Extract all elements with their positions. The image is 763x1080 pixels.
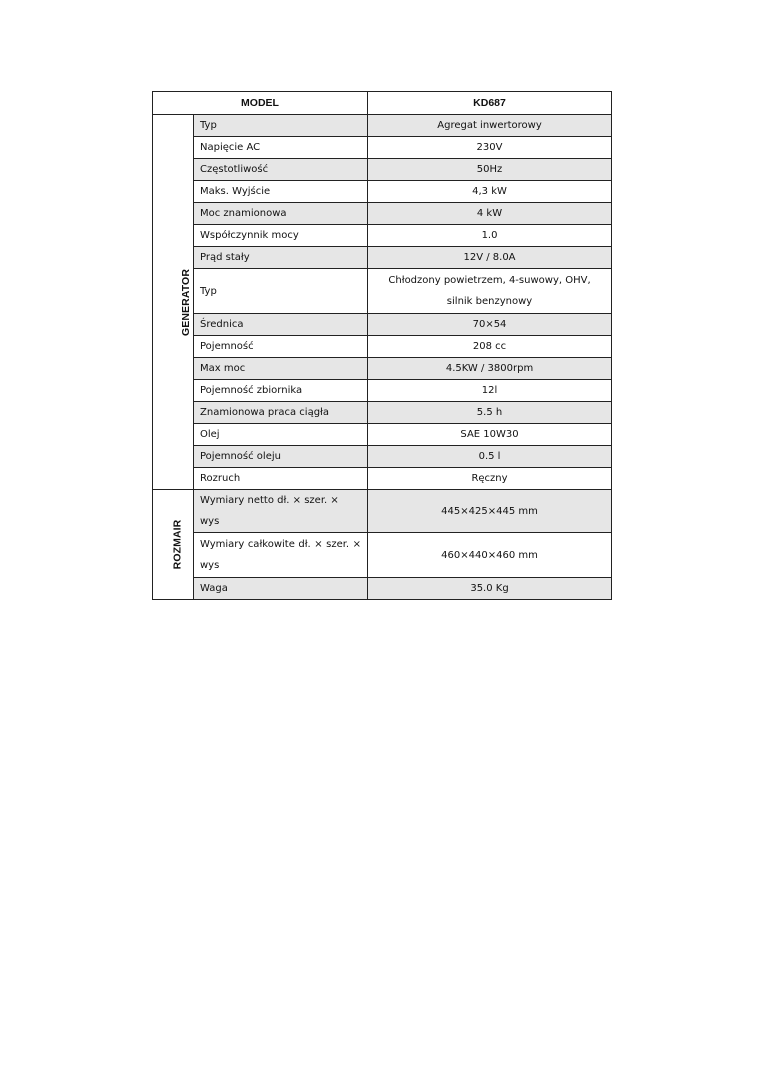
model-value: KD687 (368, 92, 612, 115)
table-row (153, 336, 612, 358)
header-row (153, 92, 612, 115)
table-row (153, 358, 612, 380)
table-row (153, 424, 612, 446)
row-label: Typ (194, 269, 368, 314)
row-value: Chłodzony powietrzem, 4-suwowy, OHV, silnik benzynowy (368, 269, 612, 314)
table-row (153, 578, 612, 600)
table-row (153, 490, 612, 533)
row-value: 445×425×445 mm (368, 490, 612, 533)
row-label: Maks. Wyjście (194, 181, 368, 203)
size-group-label: ROZMAIR (171, 519, 184, 570)
table-row (153, 203, 612, 225)
row-label: Waga (194, 578, 368, 600)
table-row (153, 402, 612, 424)
row-label: Pojemność oleju (194, 446, 368, 468)
row-value: 70×54 (368, 314, 612, 336)
table-row (153, 181, 612, 203)
row-label: Napięcie AC (194, 137, 368, 159)
model-label: MODEL (153, 92, 368, 115)
table-row (153, 533, 612, 578)
row-value: Agregat inwertorowy (368, 115, 612, 137)
generator-group-cell (153, 115, 194, 490)
row-value: 230V (368, 137, 612, 159)
table-row (153, 115, 612, 137)
row-value: 0.5 l (368, 446, 612, 468)
table-row (153, 314, 612, 336)
row-value: Ręczny (368, 468, 612, 490)
row-value: 1.0 (368, 225, 612, 247)
row-value: SAE 10W30 (368, 424, 612, 446)
row-label: Wymiary netto dł. × szer. × wys (194, 490, 368, 533)
row-label: Rozruch (194, 468, 368, 490)
row-value: 208 cc (368, 336, 612, 358)
row-label: Pojemność (194, 336, 368, 358)
row-label: Pojemność zbiornika (194, 380, 368, 402)
table-row (153, 446, 612, 468)
row-label: Częstotliwość (194, 159, 368, 181)
row-value: 50Hz (368, 159, 612, 181)
row-label: Współczynnik mocy (194, 225, 368, 247)
row-value: 5.5 h (368, 402, 612, 424)
row-label: Typ (194, 115, 368, 137)
row-label: Średnica (194, 314, 368, 336)
table-row (153, 225, 612, 247)
row-value: 12l (368, 380, 612, 402)
table-row (153, 269, 612, 314)
row-label: Znamionowa praca ciągła (194, 402, 368, 424)
row-label: Max moc (194, 358, 368, 380)
table-row (153, 159, 612, 181)
size-group-cell (153, 490, 194, 600)
spec-table (152, 91, 612, 600)
row-label: Olej (194, 424, 368, 446)
table-row (153, 137, 612, 159)
table-row (153, 247, 612, 269)
row-value: 35.0 Kg (368, 578, 612, 600)
row-label: Moc znamionowa (194, 203, 368, 225)
row-value: 12V / 8.0A (368, 247, 612, 269)
generator-group-label: GENERATOR (180, 268, 193, 336)
row-label: Prąd stały (194, 247, 368, 269)
row-value: 4 kW (368, 203, 612, 225)
row-label: Wymiary całkowite dł. × szer. × wys (194, 533, 368, 578)
table-row (153, 380, 612, 402)
table-row (153, 468, 612, 490)
row-value: 4,3 kW (368, 181, 612, 203)
row-value: 460×440×460 mm (368, 533, 612, 578)
row-value: 4.5KW / 3800rpm (368, 358, 612, 380)
